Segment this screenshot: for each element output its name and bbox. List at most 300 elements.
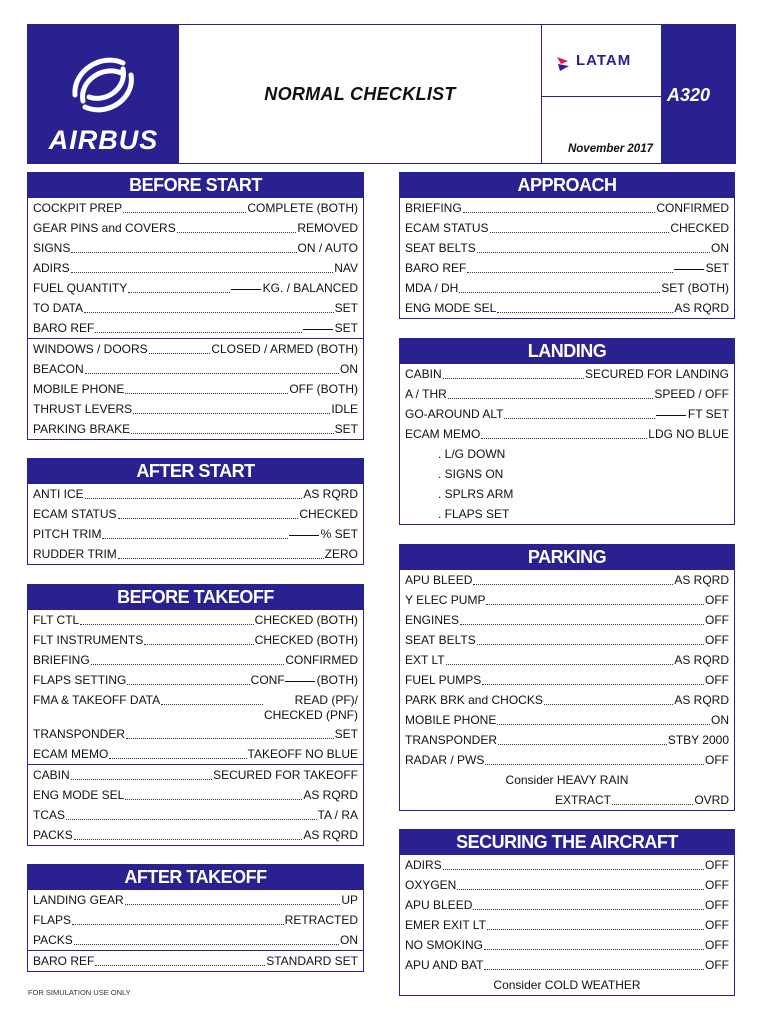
checklist-item: LANDING GEAR [33,893,124,907]
value-text: ON [340,933,358,947]
checklist-item: ECAM MEMO [33,747,109,761]
checklist-row [400,404,734,424]
leader-dots [497,724,710,725]
checklist-value [303,828,358,842]
checklist-value [648,427,729,441]
checklist-row [400,198,734,218]
checklist-row [28,630,363,650]
value-text: STANDARD SET [266,954,358,968]
value-text: AS RQRD [674,573,729,587]
checklist-value [298,241,358,255]
checklist-row [28,359,363,379]
checklist-item: ECAM STATUS [33,507,117,521]
leader-dots [125,904,341,905]
value-text: ON [711,713,729,727]
value-text: LDG NO BLUE [648,427,729,441]
value-text: OFF [705,878,729,892]
checklist-value [674,693,729,707]
checklist-value [297,221,358,235]
checklist-value [255,633,358,647]
value-text: OFF [705,753,729,767]
checklist-row [28,218,363,238]
leader-dots [498,744,667,745]
value-text: CHECKED (BOTH) [254,633,358,647]
section-parking [399,544,735,811]
checklist-subitem: . SIGNS ON [438,467,504,481]
latam-mark-icon [556,55,570,73]
value-text: ON [711,241,729,255]
checklist-row [400,935,734,955]
checklist-item: APU BLEED [405,573,473,587]
checklist-value [705,753,729,767]
value-text: SECURED FOR LANDING [584,367,729,381]
checklist-value [705,898,729,912]
checklist-subitem: . FLAPS SET [438,507,510,521]
leader-dots [118,518,299,519]
checklist-row [400,690,734,710]
checklist-row [28,724,363,744]
value-text: OFF [705,633,729,647]
section-after-takeoff [27,864,364,972]
checklist-row [28,484,363,504]
checklist-value [331,402,358,416]
leader-dots [127,684,249,685]
checklist-value [661,281,729,295]
value-text: CONFIRMED [285,653,358,667]
checklist-row [400,590,734,610]
section-title: SECURING THE AIRCRAFT [400,830,734,855]
value-text: ON / AUTO [297,241,358,255]
checklist-item: OXYGEN [405,878,457,892]
value-text: OFF [705,938,729,952]
checklist-value [285,913,358,927]
checklist-row [400,424,734,444]
checklist-value [251,673,358,687]
checklist-row [400,955,734,975]
checklist-row [28,339,363,359]
value-text: OFF [705,593,729,607]
leader-dots [95,965,265,966]
checklist-item: A / THR [405,387,447,401]
checklist-item: FUEL QUANTITY [33,281,128,295]
leader-dots [118,558,324,559]
checklist-item: Y ELEC PUMP [405,593,486,607]
checklist-row [28,298,363,318]
checklist-value [705,918,729,932]
leader-dots [133,413,330,414]
checklist-value [674,301,729,315]
value-text: SPEED / OFF [654,387,729,401]
checklist-row [28,278,363,298]
checklist-item: PARK BRK and CHOCKS [405,693,543,707]
checklist-item: FMA & TAKEOFF DATA [33,693,161,707]
value-text: FT SET [687,407,729,421]
page-title: NORMAL CHECKLIST [264,83,456,104]
leader-dots [161,704,263,705]
checklist-item: FLT CTL [33,613,80,627]
checklist-value [654,387,729,401]
leader-dots [85,498,303,499]
leader-dots [74,839,303,840]
checklist-row [400,218,734,238]
leader-dots [484,969,704,970]
checklist-value [285,653,358,667]
leader-dots [497,312,673,313]
checklist-group [28,198,363,338]
checklist-item: CABIN [405,367,442,381]
checklist-value [705,858,729,872]
checklist-value [705,633,729,647]
checklist-value [705,673,729,687]
checklist-item: BRIEFING [405,201,462,215]
checklist-item: FLAPS SETTING [33,673,127,687]
checklist-row [400,750,734,770]
value-text: SET (BOTH) [661,281,729,295]
checklist-value [231,281,358,295]
value-text: CHECKED [299,507,358,521]
footer-disclaimer: FOR SIMULATION USE ONLY [28,988,131,997]
aircraft-type: A320 [667,85,711,105]
checklist-value [711,713,729,727]
checklist-item: SEAT BELTS [405,241,476,255]
value-text-2: CHECKED (PNF) [263,708,358,722]
leader-dots [71,252,296,253]
checklist-value [266,954,358,968]
checklist-value [674,573,729,587]
leader-dots [459,292,660,293]
checklist-value [335,727,358,741]
checklist-row [400,710,734,730]
checklist-item: BEACON [33,362,84,376]
title-panel [179,25,541,163]
checklist-item: RADAR / PWS [405,753,485,767]
checklist-item: MDA / DH [405,281,459,295]
checklist-note: Consider COLD WEATHER [493,978,641,992]
section-before-takeoff [27,584,364,846]
checklist-value [289,382,358,396]
value-text: OFF [705,898,729,912]
revision-date: November 2017 [567,143,653,155]
checklist-item: TRANSPONDER [33,727,126,741]
checklist-item: BARO REF [33,321,95,335]
checklist-value [213,768,358,782]
checklist-row [400,278,734,298]
checklist-row [28,318,363,338]
checklist-value [341,893,358,907]
value-text: OFF [705,613,729,627]
leader-dots [544,704,673,705]
checklist-item: GO-AROUND ALT [405,407,504,421]
checklist-row [400,650,734,670]
leader-dots [485,764,704,765]
checklist-item: BRIEFING [33,653,90,667]
checklist-item: ENGINES [405,613,460,627]
value-text: CONFIRMED [656,201,729,215]
aircraft-type-panel [661,25,736,163]
section-title: AFTER TAKEOFF [28,865,363,890]
leader-dots [457,889,704,890]
checklist-value [248,747,358,761]
checklist-value [656,407,729,421]
airbus-wordmark: AIRBUS [48,125,159,155]
checklist-row [28,419,363,439]
value-text: SET [334,301,358,315]
latam-wordmark: LATAM [576,52,632,69]
checklist-item: ECAM MEMO [405,427,481,441]
checklist-row [28,765,363,785]
checklist-row [28,785,363,805]
checklist-row [400,670,734,690]
value-text: CLOSED / ARMED (BOTH) [211,342,358,356]
value-text-2: (BOTH) [316,673,358,687]
checklist-subitem: . L/G DOWN [438,447,506,461]
checklist-value [303,788,358,802]
value-text: AS RQRD [303,487,358,501]
checklist-value [318,808,358,822]
checklist-header [27,24,736,164]
checklist-value [674,261,729,275]
value-text: RETRACTED [284,913,358,927]
checklist-row [28,951,363,971]
checklist-value [705,593,729,607]
checklist-value [670,221,729,235]
leader-dots [144,644,253,645]
checklist-item: THRUST LEVERS [33,402,133,416]
checklist-row [28,524,363,544]
checklist-group [28,610,363,764]
value-text: UP [341,893,358,907]
checklist-row [400,258,734,278]
checklist-value: OVRD [694,793,729,807]
value-text: OFF [705,673,729,687]
leader-dots [109,758,246,759]
checklist-item: MOBILE PHONE [33,382,125,396]
checklist-row [28,610,363,630]
value-text: IDLE [331,402,358,416]
checklist-row [28,544,363,564]
value-text: COMPLETE (BOTH) [247,201,358,215]
leader-dots [504,418,654,419]
checklist-item: ADIRS [405,858,442,872]
value-text: NAV [334,261,358,275]
checklist-row [28,910,363,930]
checklist-row [400,570,734,590]
value-text: TAKEOFF NO BLUE [247,747,358,761]
checklist-row [28,930,363,950]
checklist-item: BARO REF [405,261,467,275]
checklist-row [28,399,363,419]
leader-dots [74,944,339,945]
value-text: % SET [320,527,358,541]
value-text: READ (PF)/ [294,693,358,707]
fill-in-blank [285,681,315,682]
value-text: OFF (BOTH) [289,382,358,396]
leader-dots [443,378,584,379]
leader-dots [80,624,253,625]
checklist-row [28,670,363,690]
checklist-item: FUEL PUMPS [405,673,482,687]
section-approach [399,172,735,319]
leader-dots [126,738,334,739]
checklist-item: ENG MODE SEL [33,788,125,802]
checklist-row [28,890,363,910]
value-text: STBY 2000 [667,733,729,747]
checklist-row [400,238,734,258]
checklist-group [400,855,734,995]
value-text: OFF [705,918,729,932]
value-text: SET [334,422,358,436]
leader-dots [473,584,673,585]
leader-dots [128,292,229,293]
checklist-item: PACKS [33,828,73,842]
checklist-value [340,362,358,376]
value-text: SECURED FOR TAKEOFF [213,768,358,782]
fill-in-blank [303,329,333,330]
checklist-item: WINDOWS / DOORS [33,342,148,356]
checklist-value [289,527,358,541]
checklist-value [656,201,729,215]
checklist-value [705,958,729,972]
checklist-item: SEAT BELTS [405,633,476,647]
checklist-row [28,238,363,258]
checklist-value [211,342,358,356]
checklist-item: FLT INSTRUMENTS [33,633,144,647]
checklist-item: GEAR PINS and COVERS [33,221,176,235]
checklist-row [28,379,363,399]
section-title: LANDING [400,339,734,364]
checklist-note-row [400,790,734,810]
date-panel [541,97,661,163]
leader-dots [448,398,654,399]
checklist-group [28,890,363,950]
checklist-value [335,301,358,315]
checklist-item: FLAPS [33,913,72,927]
leader-dots [463,212,656,213]
checklist-item: EXTRACT [555,793,612,807]
fill-in-blank [231,289,261,290]
section-before-start [27,172,364,440]
checklist-item: CABIN [33,768,70,782]
value-text: KG. / BALANCED [262,281,358,295]
checklist-value [668,733,729,747]
value-text: CHECKED [670,221,729,235]
leader-dots [467,272,672,273]
checklist-item: ECAM STATUS [405,221,489,235]
checklist-note: Consider HEAVY RAIN [505,773,629,787]
leader-dots [487,929,704,930]
checklist-row [28,198,363,218]
checklist-item: ENG MODE SEL [405,301,497,315]
value-text: OFF [705,958,729,972]
value-text: OFF [705,858,729,872]
section-title: AFTER START [28,459,363,484]
checklist-group [28,484,363,564]
checklist-value [340,933,358,947]
checklist-item: TRANSPONDER [405,733,498,747]
checklist-item: APU BLEED [405,898,473,912]
checklist-item: MOBILE PHONE [405,713,497,727]
checklist-row [28,258,363,278]
leader-dots [85,373,339,374]
checklist-item: PITCH TRIM [33,527,102,541]
leader-dots [481,438,647,439]
value-text: CHECKED (BOTH) [254,613,358,627]
fill-in-blank [674,269,704,270]
checklist-row [400,298,734,318]
checklist-row [400,364,734,384]
checklist-value [705,613,729,627]
value-text: TA / RA [317,808,358,822]
checklist-item: BARO REF [33,954,95,968]
checklist-value [255,613,358,627]
value-text: ON [340,362,358,376]
value-text: AS RQRD [303,828,358,842]
checklist-value [303,321,358,335]
leader-dots [477,252,710,253]
checklist-row [28,825,363,845]
leader-dots [460,624,704,625]
checklist-item: ADIRS [33,261,70,275]
checklist-item: COCKPIT PREP [33,201,123,215]
section-title: BEFORE TAKEOFF [28,585,363,610]
leader-dots [66,819,317,820]
section-securing-the-aircraft [399,829,735,996]
leader-dots [91,664,285,665]
leader-dots [131,433,334,434]
checklist-row [28,690,363,724]
leader-dots [473,909,704,910]
checklist-value [264,693,358,723]
fill-in-blank [289,535,319,536]
checklist-item: TO DATA [33,301,84,315]
checklist-value [325,547,358,561]
section-title: APPROACH [400,173,734,198]
checklist-row [400,875,734,895]
checklist-value [334,261,358,275]
checklist-row [400,895,734,915]
leader-dots [102,538,287,539]
checklist-item: NO SMOKING [405,938,484,952]
value-text: SET [334,321,358,335]
leader-dots [125,799,302,800]
leader-dots [482,684,704,685]
checklist-row [400,630,734,650]
value-text: AS RQRD [674,653,729,667]
checklist-row [28,650,363,670]
checklist-group [28,950,363,971]
checklist-subitem: . SPLRS ARM [438,487,514,501]
checklist-row [400,855,734,875]
checklist-row [400,610,734,630]
checklist-group [400,198,734,318]
leader-dots [71,272,334,273]
checklist-group [400,570,734,810]
value-text: SET [334,727,358,741]
leader-dots [84,312,334,313]
checklist-row [28,805,363,825]
leader-dots [95,332,301,333]
checklist-row [400,730,734,750]
checklist-row [400,915,734,935]
value-text: SET [705,261,729,275]
checklist-value [711,241,729,255]
section-title: BEFORE START [28,173,363,198]
leader-dots [123,212,246,213]
airbus-logo-icon [65,47,141,123]
leader-dots [149,353,211,354]
section-title: PARKING [400,545,734,570]
value-text: AS RQRD [674,301,729,315]
